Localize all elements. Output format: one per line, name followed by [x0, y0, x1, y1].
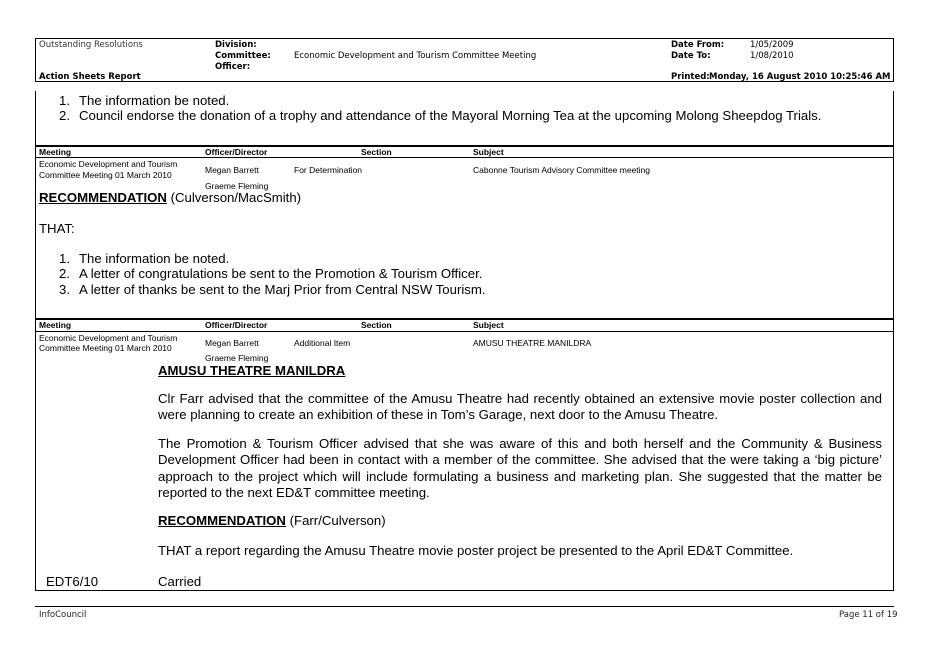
report-name: Action Sheets Report: [39, 72, 141, 82]
list-item-number: 2.: [59, 108, 70, 123]
printed-label: Printed:: [671, 72, 710, 82]
officer-cell: Megan Barrett: [205, 165, 259, 175]
list-item-number: 2.: [59, 266, 70, 281]
recommendation-line: [158, 513, 386, 529]
item-title: AMUSU THEATRE MANILDRA: [158, 363, 346, 378]
col-header-section: Section: [361, 147, 392, 157]
col-header-subject: Subject: [473, 320, 504, 330]
section-cell: For Determination: [294, 165, 363, 175]
paragraph: The Promotion & Tourism Officer advised that she was aware of this and both herself and the Community & Business Development Officer had been in contact with a member of the committee. She advised that the were taking a ‘big picture’ approach to the project which will include formulating a business and marketing plan. She suggested that the matter be reported to the next ED&T committee meeting.: [158, 436, 882, 500]
col-header-subject: Subject: [473, 147, 504, 157]
resolution-reference: EDT6/10: [46, 574, 99, 589]
list-item: A letter of congratulations be sent to the Promotion & Tourism Officer.: [79, 266, 483, 281]
meeting-cell-line2: Committee Meeting 01 March 2010: [39, 343, 172, 353]
subject-cell: AMUSU THEATRE MANILDRA: [473, 338, 592, 348]
paragraph: Clr Farr advised that the committee of the Amusu Theatre had recently obtained an extensive movie poster collection and were planning to create an exhibition of these in Tom’s Garage, next door to the Amusu Theatre.: [158, 391, 882, 423]
recommendation-movers: (Farr/Culverson): [285, 513, 386, 528]
director-cell: Graeme Fleming: [205, 353, 269, 363]
recommendation-movers: (Culverson/MacSmith): [166, 190, 302, 205]
table-header-top-rule: [35, 318, 894, 320]
list-item: A letter of thanks be sent to the Marj Prior from Central NSW Tourism.: [79, 282, 486, 297]
date-from-label: Date From:: [671, 40, 725, 50]
committee-label: Committee:: [215, 51, 271, 61]
list-item-number: 1.: [59, 93, 70, 108]
footer-app: InfoCouncil: [39, 610, 87, 620]
division-label: Division:: [215, 40, 257, 50]
date-to-label: Date To:: [671, 51, 711, 61]
resolution-text: THAT a report regarding the Amusu Theatre movie poster project be presented to the April ED&T Committee.: [158, 543, 794, 558]
table-header-bottom-rule: [35, 157, 894, 158]
page-number: Page 11 of 19: [839, 610, 898, 620]
list-item: Council endorse the donation of a trophy and attendance of the Mayoral Morning Tea at the upcoming Molong Sheepdog Trials.: [79, 108, 822, 123]
officer-cell: Megan Barrett: [205, 338, 259, 348]
section-cell: Additional Item: [294, 338, 351, 348]
list-item-number: 3.: [59, 282, 70, 297]
list-item-number: 1.: [59, 251, 70, 266]
resolution-status: Carried: [158, 574, 202, 589]
meeting-cell-line2: Committee Meeting 01 March 2010: [39, 170, 172, 180]
col-header-officer: Officer/Director: [205, 320, 268, 330]
app-name: Outstanding Resolutions: [39, 40, 143, 50]
director-cell: Graeme Fleming: [205, 181, 269, 191]
subject-cell: Cabonne Tourism Advisory Committee meeting: [473, 165, 651, 175]
officer-label: Officer:: [215, 62, 251, 72]
col-header-section: Section: [361, 320, 392, 330]
recommendation-heading: RECOMMENDATION: [158, 513, 286, 528]
col-header-meeting: Meeting: [39, 320, 72, 330]
footer-rule: [35, 606, 894, 607]
recommendation-heading: RECOMMENDATION: [39, 190, 167, 205]
date-to-value: 1/08/2010: [750, 51, 794, 61]
col-header-meeting: Meeting: [39, 147, 72, 157]
table-header-bottom-rule: [35, 331, 894, 332]
col-header-officer: Officer/Director: [205, 147, 268, 157]
recommendation-line: [39, 190, 301, 206]
list-item: The information be noted.: [79, 251, 230, 266]
committee-value: Economic Development and Tourism Committee Meeting: [294, 51, 537, 61]
meeting-cell-line1: Economic Development and Tourism: [39, 159, 178, 169]
that-label: THAT:: [39, 221, 75, 236]
list-item: The information be noted.: [79, 93, 230, 108]
table-header-top-rule: [35, 145, 894, 147]
date-from-value: 1/05/2009: [750, 40, 794, 50]
printed-value: Monday, 16 August 2010 10:25:46 AM: [709, 72, 891, 82]
meeting-cell-line1: Economic Development and Tourism: [39, 333, 178, 343]
